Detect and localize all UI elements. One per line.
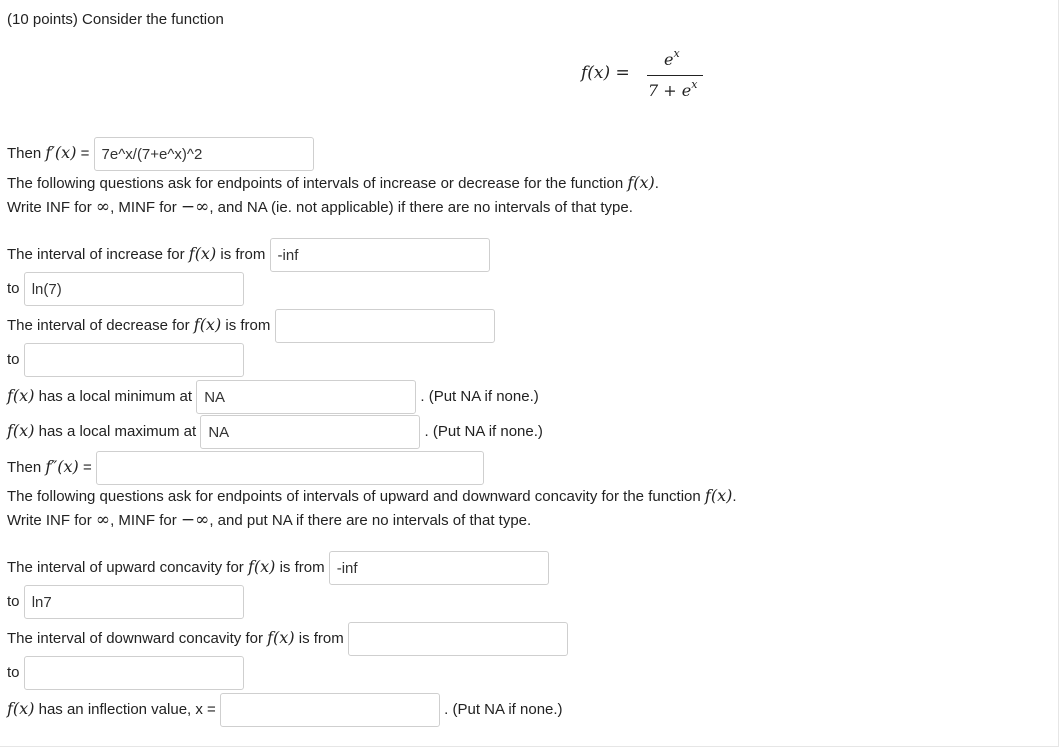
local-min-function: f(x): [7, 386, 35, 405]
local-max-input[interactable]: [200, 415, 420, 449]
inflection-input[interactable]: [220, 693, 440, 727]
local-min-hint: . (Put NA if none.): [420, 388, 539, 405]
increase-row: The interval of increase for f(x) is from -inf: [7, 237, 490, 272]
upward-to-row: [7, 585, 244, 619]
downward-row: The interval of downward concavity for f(x) is from: [7, 621, 568, 656]
local-max-hint: . (Put NA if none.): [424, 423, 543, 440]
neg-infinity-symbol-2: −∞: [180, 510, 210, 530]
second-derivative-input[interactable]: [96, 451, 484, 485]
intro1-line1: The following questions ask for endpoints of intervals of increase or decrease for the function f(x).: [7, 173, 659, 192]
second-derivative-row: Then f″(x) =: [7, 450, 484, 485]
intro1-line2: Write INF for ∞, MINF for −∞, and NA (ie. not applicable) if there are no intervals of that type.: [7, 197, 633, 217]
decrease-row: The interval of decrease for f(x) is from: [7, 308, 495, 343]
upward-function: f(x): [247, 557, 276, 576]
decrease-from-input[interactable]: [275, 309, 495, 343]
downward-function: f(x): [267, 628, 295, 647]
intro2-function: f(x): [704, 486, 733, 505]
downward-from-input[interactable]: [348, 622, 568, 656]
derivative-prefix: Then: [7, 145, 42, 162]
upward-to-input[interactable]: [24, 585, 244, 619]
local-min-input[interactable]: [196, 380, 416, 414]
downward-to-input[interactable]: [24, 656, 244, 690]
function-numerator: $e^x$: [664, 47, 680, 69]
decrease-to-row: [7, 343, 244, 377]
intro1-function: f(x): [627, 173, 655, 192]
problem-header: (10 points) Consider the function: [7, 11, 224, 28]
decrease-to-label: to: [7, 351, 20, 368]
downward-to-label: to: [7, 664, 20, 681]
increase-from-input[interactable]: [270, 238, 490, 272]
infinity-symbol-2: ∞: [95, 510, 111, 530]
inflection-hint: . (Put NA if none.): [444, 701, 563, 718]
local-max-row: f(x) has a local maximum at NA . (Put NA if none.): [7, 414, 543, 449]
derivative-equals: =: [80, 145, 90, 162]
upward-to-label: to: [7, 593, 20, 610]
derivative-input[interactable]: [94, 137, 314, 171]
neg-infinity-symbol: −∞: [180, 197, 210, 217]
local-min-row: f(x) has a local minimum at NA . (Put NA if none.): [7, 379, 539, 414]
derivative-row: [7, 136, 314, 171]
increase-to-row: [7, 272, 244, 306]
decrease-function: f(x): [193, 315, 222, 334]
local-max-function: f(x): [7, 421, 35, 440]
function-lhs: f(x) =: [581, 63, 630, 83]
function-denominator: $7 + e^x$: [648, 78, 698, 100]
downward-to-row: [7, 656, 244, 690]
increase-to-label: to: [7, 280, 20, 297]
increase-to-input[interactable]: [24, 272, 244, 306]
intro2-line1: The following questions ask for endpoints of intervals of upward and downward concavity for the function f(x).: [7, 486, 737, 505]
second-derivative-symbol: f″(x): [45, 457, 79, 476]
increase-function: f(x): [188, 244, 217, 263]
inflection-function: f(x): [7, 699, 35, 718]
decrease-to-input[interactable]: [24, 343, 244, 377]
upward-row: The interval of upward concavity for f(x) is from -inf: [7, 550, 549, 585]
inflection-row: f(x) has an inflection value, x = . (Put NA if none.): [7, 692, 563, 727]
upward-from-input[interactable]: [329, 551, 549, 585]
fraction-bar: [647, 75, 703, 76]
derivative-symbol: f′(x): [45, 143, 77, 162]
infinity-symbol: ∞: [95, 197, 111, 217]
intro2-line2: Write INF for ∞, MINF for −∞, and put NA if there are no intervals of that type.: [7, 510, 532, 530]
